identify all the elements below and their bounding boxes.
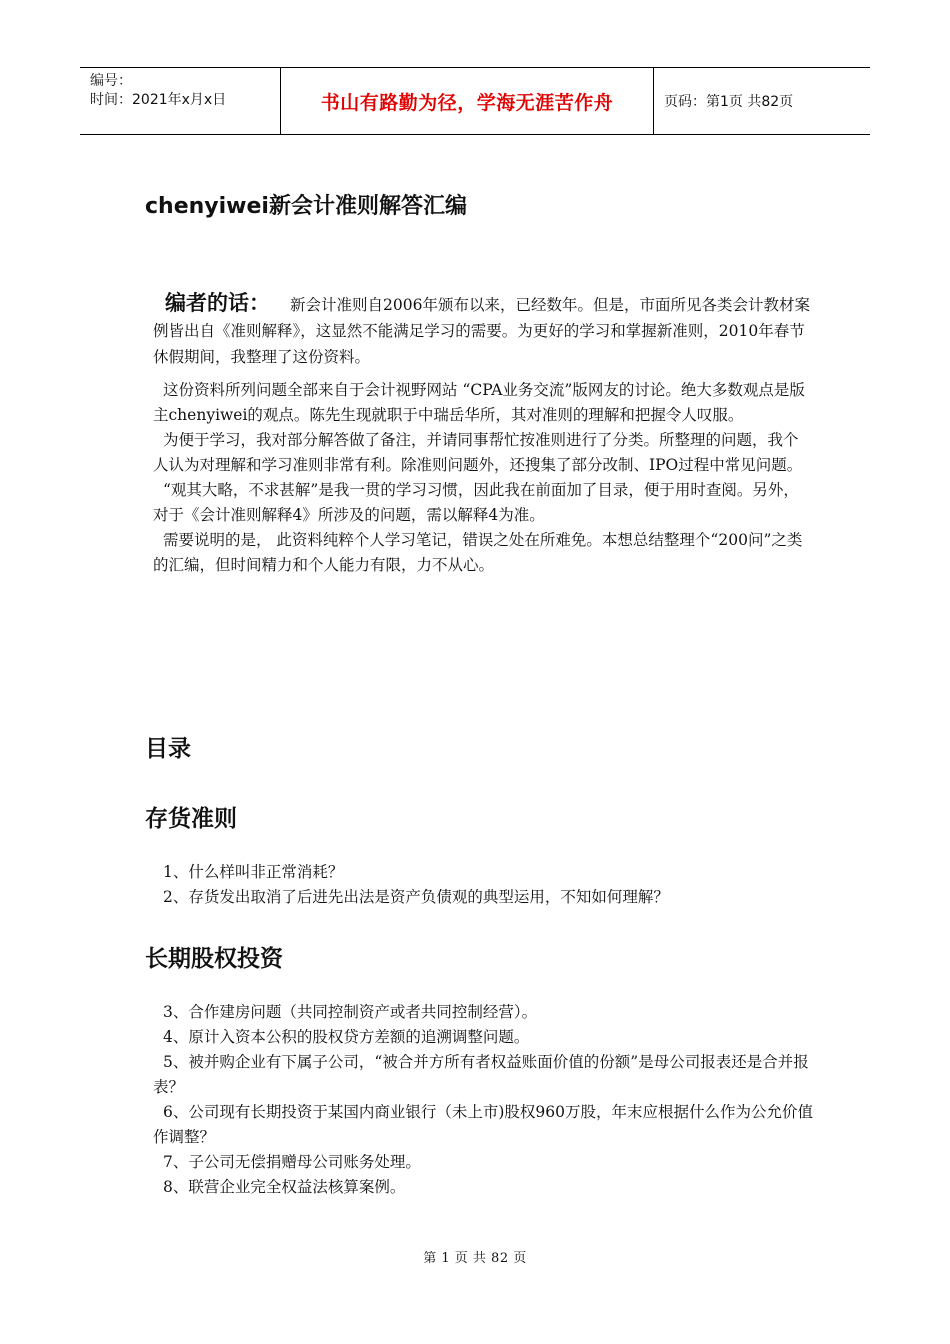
preface-paragraph-2: 这份资料所列问题全部来自于会计视野网站 “CPA业务交流”版网友的讨论。绝大多数观点是版主chenyiwei的观点。陈先生现就职于中瑞岳华所，其对准则的理解和把握令人叹服。 — [153, 381, 805, 424]
toc-item[interactable]: 2、存货发出取消了后进先出法是资产负债观的典型运用，不知如何理解？ — [163, 888, 669, 906]
toc-title: 目录 — [145, 736, 191, 762]
section-heading-equity-investment: 长期股权投资 — [145, 946, 283, 972]
toc-item[interactable]: 6、公司现有长期投资于某国内商业银行（未上市)股权960万股，年末应根据什么作为公允价值作调整？ — [153, 1103, 813, 1146]
preface-paragraph-5: 需要说明的是， 此资料纯粹个人学习笔记，错误之处在所难免。本想总结整理个“200问”之类的汇编，但时间精力和个人能力有限，力不从心。 — [153, 531, 803, 574]
toc-item[interactable]: 8、联营企业完全权益法核算案例。 — [163, 1178, 406, 1196]
header-motto: 书山有路勤为径，学海无涯苦作舟 — [281, 68, 654, 134]
toc-item[interactable]: 1、什么样叫非正常消耗？ — [163, 863, 344, 881]
header-number-label: 编号： — [90, 73, 132, 89]
preface-lead: 编者的话： — [165, 291, 270, 315]
preface-paragraph-1 — [153, 290, 813, 370]
preface-paragraph-1-text: 新会计准则自2006年颁布以来，已经数年。但是，市面所见各类会计教材案例皆出自《准则解释》，这显然不能满足学习的需要。为更好的学习和掌握新准则，2010年春节休假期间，我整理了这份资料。 — [153, 296, 810, 366]
page-header — [80, 67, 870, 135]
preface-paragraph-4: “观其大略，不求甚解”是我一贯的学习习惯，因此我在前面加了目录，便于用时查阅。另外，对于《会计准则解释4》所涉及的问题，需以解释4为准。 — [153, 481, 799, 524]
header-date-label: 时间：2021年x月x日 — [90, 92, 227, 108]
page-footer: 第 1 页 共 82 页 — [423, 1251, 527, 1266]
header-page-info: 页码：第1页 共82页 — [664, 94, 794, 110]
preface-paragraph-3: 为便于学习，我对部分解答做了备注，并请同事帮忙按准则进行了分类。所整理的问题，我个人认为对理解和学习准则非常有利。除准则问题外，还搜集了部分改制、IPO过程中常见问题。 — [153, 431, 803, 474]
toc-item[interactable]: 7、子公司无偿捐赠母公司账务处理。 — [163, 1153, 421, 1171]
toc-item[interactable]: 5、被并购企业有下属子公司，“被合并方所有者权益账面价值的份额”是母公司报表还是合并报表？ — [153, 1053, 809, 1096]
toc-item[interactable]: 3、合作建房问题（共同控制资产或者共同控制经营）。 — [163, 1003, 538, 1021]
header-meta — [80, 68, 281, 134]
preface — [153, 290, 813, 578]
toc-item[interactable]: 4、原计入资本公积的股权贷方差额的追溯调整问题。 — [163, 1028, 530, 1046]
toc-list-equity-investment — [153, 1000, 813, 1200]
document-title: chenyiwei新会计准则解答汇编 — [145, 194, 467, 219]
section-heading-inventory: 存货准则 — [145, 806, 237, 832]
toc-list-inventory — [153, 860, 813, 910]
